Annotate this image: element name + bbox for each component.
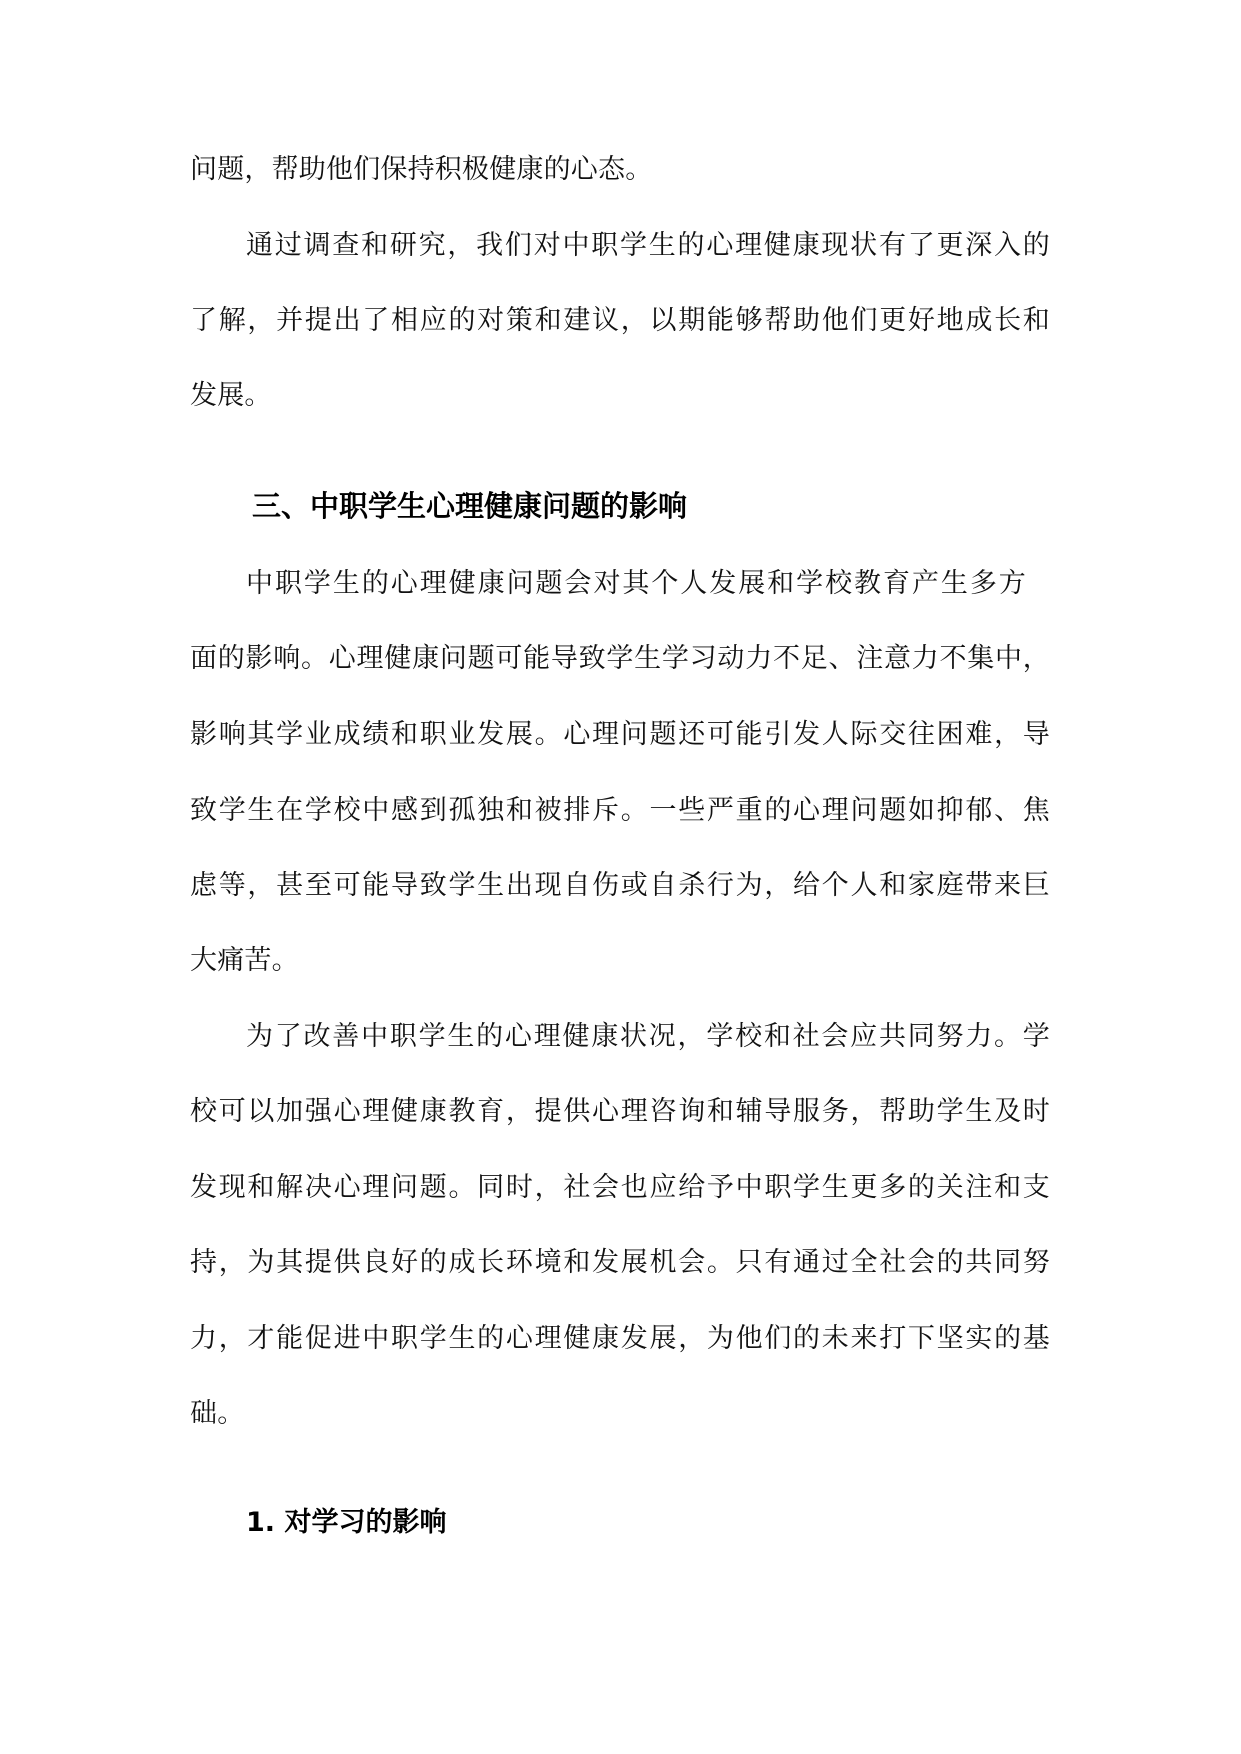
paragraph-line: 为了改善中职学生的心理健康状况，学校和社会应共同努力。学 xyxy=(246,1021,1050,1052)
paragraph-line: 面的影响。心理健康问题可能导致学生学习动力不足、注意力不集中， xyxy=(190,643,1050,674)
paragraph-line: 校可以加强心理健康教育，提供心理咨询和辅导服务，帮助学生及时 xyxy=(190,1096,1050,1127)
paragraph-line: 大痛苦。 xyxy=(190,945,299,976)
paragraph-line: 虑等，甚至可能导致学生出现自伤或自杀行为，给个人和家庭带来巨 xyxy=(190,870,1050,901)
subsection-heading: 1. 对学习的影响 xyxy=(246,1507,447,1538)
paragraph-line: 致学生在学校中感到孤独和被排斥。一些严重的心理问题如抑郁、焦 xyxy=(190,795,1050,826)
paragraph-line: 问题，帮助他们保持积极健康的心态。 xyxy=(190,154,653,185)
paragraph-line: 中职学生的心理健康问题会对其个人发展和学校教育产生多方 xyxy=(246,568,1026,599)
paragraph-line: 持，为其提供良好的成长环境和发展机会。只有通过全社会的共同努 xyxy=(190,1247,1050,1278)
paragraph-line: 力，才能促进中职学生的心理健康发展，为他们的未来打下坚实的基 xyxy=(190,1323,1050,1354)
paragraph-line: 通过调查和研究，我们对中职学生的心理健康现状有了更深入的 xyxy=(246,230,1050,261)
section-heading: 三、中职学生心理健康问题的影响 xyxy=(252,489,688,523)
paragraph-line: 发展。 xyxy=(190,380,272,411)
paragraph-line: 了解，并提出了相应的对策和建议，以期能够帮助他们更好地成长和 xyxy=(190,305,1050,336)
paragraph-line: 影响其学业成绩和职业发展。心理问题还可能引发人际交往困难，导 xyxy=(190,719,1050,750)
paragraph-line: 础。 xyxy=(190,1398,245,1429)
paragraph-line: 发现和解决心理问题。同时，社会也应给予中职学生更多的关注和支 xyxy=(190,1172,1050,1203)
